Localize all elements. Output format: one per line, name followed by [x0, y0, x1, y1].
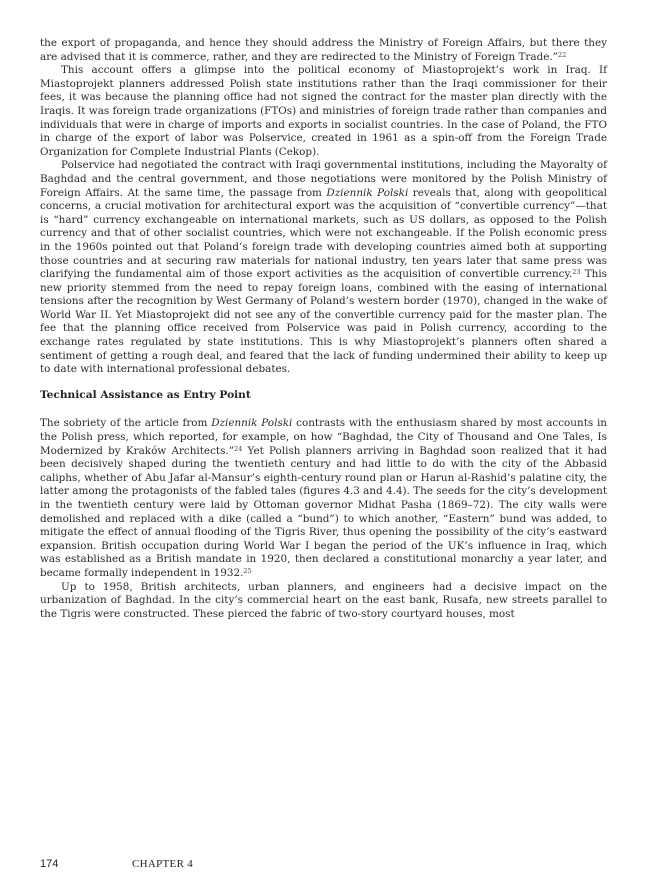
text-run: contrasts with the enthusiasm shared by most accounts in the Polish press, which reported, for example, on how “Baghdad, the City of Thousand and One Tales, Is Modernized by Kraków Architects.” — [40, 417, 607, 457]
text-run: the export of propaganda, and hence they should address the Ministry of Foreign Affairs, but there they are advised that it is commerce, rather, and they are redirected to the Ministry of Foreign Trade.” — [40, 37, 607, 63]
paragraph — [40, 581, 607, 622]
page-body — [40, 37, 607, 621]
page-number: 174 — [40, 858, 59, 870]
text-run: Yet Polish planners arriving in Baghdad soon realized that it had been decisively shaped during the twentieth century and had little to do with the city of the Abbasid caliphs, whether of Abu Jafar al-Mansur’s eighth-century round plan or Harun al-Rashid’s palatine city, the latter among the protagonists of the fabled tales (figures 4.3 and 4.4). The seeds for the city’s development in the twentieth century were laid by Ottoman governor Midhat Pasha (1869–72). The city walls were demolished and replaced with a dike (called a “bund”) to which another, “Eastern” bund was added, to mitigate the effect of annual flooding of the Tigris River, thus opening the possibility of the city’s eastward expansion. British occupation during World War I began the period of the UK’s influence in Iraq, which was established as a British mandate in 1920, then declared a constitutional monarchy a year later, and became formally independent in 1932. — [40, 444, 607, 579]
text-run: reveals that, along with geopolitical concerns, a crucial motivation for architectural export was the acquisition of “convertible currency”—that is “hard” currency exchangeable on international markets, such as US dollars, as opposed to the Polish currency and that of other socialist countries, which were not exchangeable. If the Polish economic press in the 1960s pointed out that Poland’s foreign trade with developing countries aimed both at supporting those countries and at securing raw materials for national industry, ten years later that same press was clarifying the fundamental aim of those export activities as the acquisition of convertible currency. — [40, 186, 607, 281]
paragraph — [40, 64, 607, 159]
footnote-ref: 25 — [243, 566, 252, 575]
italic-title: Dziennik Polski — [326, 186, 409, 199]
footnote-ref: 23 — [572, 268, 581, 277]
paragraph — [40, 37, 607, 64]
footnote-ref: 24 — [234, 444, 243, 453]
paragraph — [40, 417, 607, 580]
italic-title: Dziennik Polski — [211, 417, 293, 430]
footnote-ref: 22 — [558, 50, 567, 59]
section-heading: Technical Assistance as Entry Point — [40, 388, 251, 401]
text-run: This account offers a glimpse into the political economy of Miastoprojekt’s work in Iraq. If Miastoprojekt planners addressed Polish state institutions rather than the Iraqi commissioner for their fees, it was because the planning office had not signed the contract for the master plan directly with the Iraqis. It was foreign trade organizations (FTOs) and ministries of foreign trade rather than companies and individuals that were in charge of imports and exports in socialist countries. In the case of Poland, the FTO in charge of the export of labor was Polservice, created in 1961 as a spin-off from the Foreign Trade Organization for Complete Industrial Plants (Cekop). — [40, 64, 607, 158]
running-head: CHAPTER 4 — [132, 858, 194, 870]
text-run: Polservice had negotiated the contract with Iraqi governmental institutions, including the Mayoralty of Baghdad and the central government, and those negotiations were monitored by the Polish Ministry of Foreign Affairs. At the same time, the passage from — [40, 159, 607, 199]
page-footer — [40, 858, 440, 874]
text-run: Up to 1958, British architects, urban planners, and engineers had a decisive impact on the urbanization of Baghdad. In the city’s commercial heart on the east bank, Rusafa, new streets parallel to the Tigris were constructed. These pierced the fabric of two-story courtyard houses, most — [40, 580, 607, 620]
text-run: This new priority stemmed from the need to repay foreign loans, combined with the easing of international tensions after the recognition by West Germany of Poland’s western border (1970), changed in the wake of World War II. Yet Miastoprojekt did not see any of the convertible currency paid for the master plan. The fee that the planning office received from Polservice was paid in Polish currency, according to the exchange rates regulated by state institutions. This is why Miastoprojekt’s planners often shared a sentiment of getting a rough deal, and feared that the lack of funding undermined their ability to keep up to date with international professional debates. — [40, 268, 607, 376]
paragraph — [40, 159, 607, 377]
text-run: The sobriety of the article from — [40, 417, 212, 430]
body-text-before-heading — [40, 37, 607, 377]
body-text-after-heading — [40, 417, 607, 621]
